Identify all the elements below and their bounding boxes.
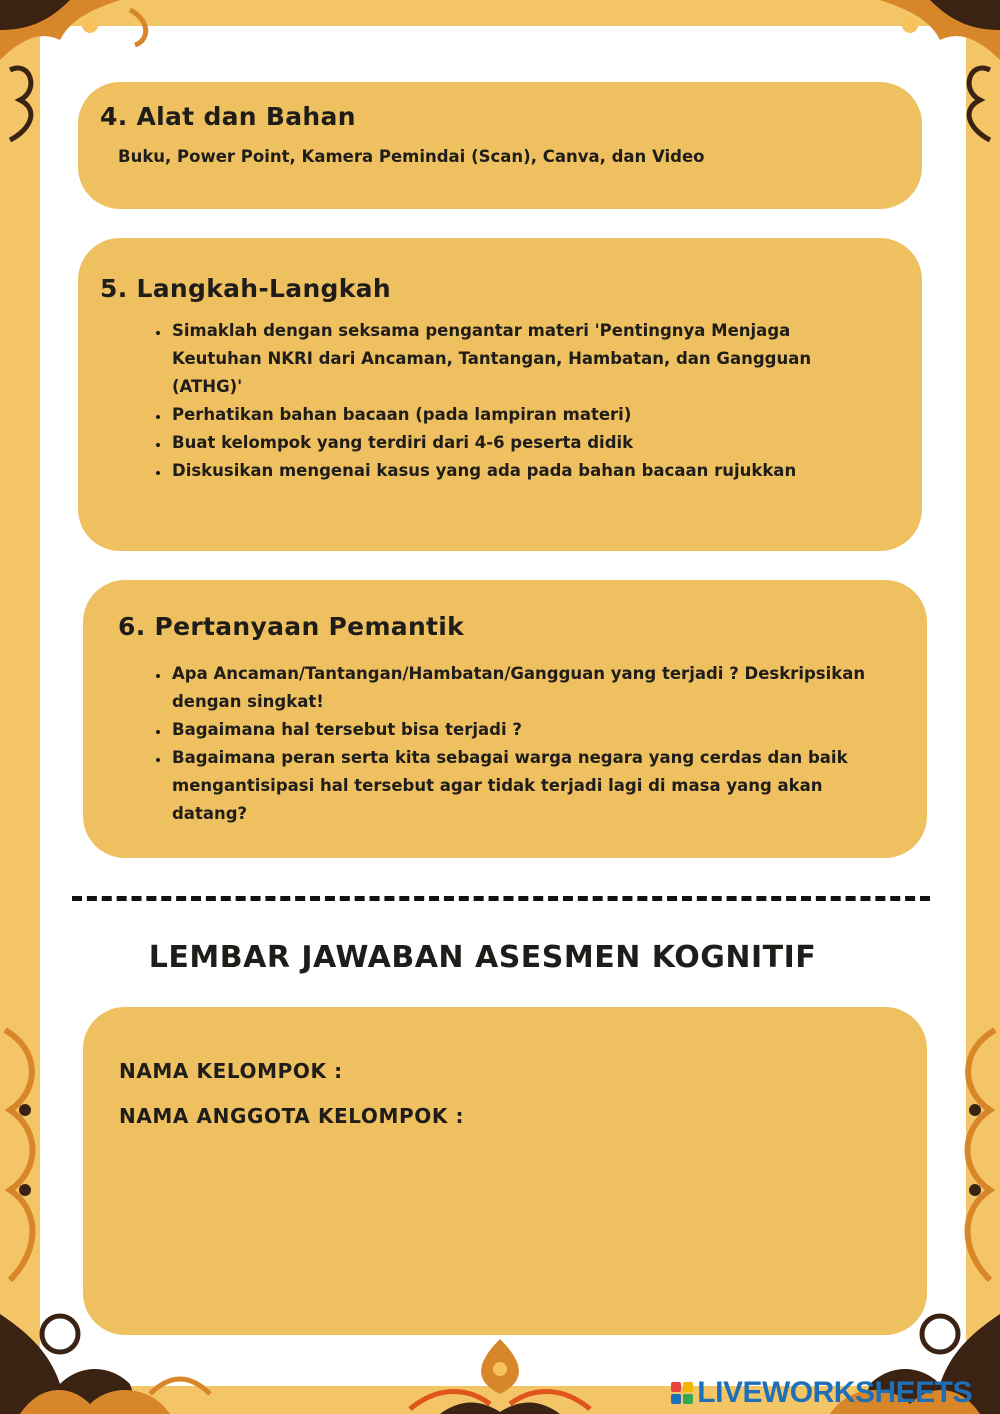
alat-dan-bahan-heading: 4. Alat dan Bahan — [100, 102, 356, 131]
alat-dan-bahan-text: Buku, Power Point, Kamera Pemindai (Scan), Canva, dan Video — [118, 147, 705, 166]
answer-card — [83, 1007, 927, 1335]
list-item: • Buat kelompok yang terdiri dari 4-6 peserta didik — [170, 429, 870, 457]
list-item: • Perhatikan bahan bacaan (pada lampiran materi) — [170, 401, 870, 429]
alat-dan-bahan-card — [78, 82, 922, 209]
pertanyaan-pemantik-card — [83, 580, 927, 858]
pemantik-list — [148, 660, 870, 828]
group-members-label: NAMA ANGGOTA KELOMPOK : — [119, 1104, 465, 1128]
answer-sheet-title: LEMBAR JAWABAN ASESMEN KOGNITIF — [148, 940, 817, 975]
dashed-divider — [72, 896, 930, 901]
bottom-center-ornament — [400, 1334, 600, 1414]
watermark-text: LIVEWORKSHEETS — [697, 1376, 972, 1409]
langkah-langkah-card — [78, 238, 922, 551]
group-name-label: NAMA KELOMPOK : — [119, 1059, 343, 1083]
list-item: • Bagaimana peran serta kita sebagai warga negara yang cerdas dan baik mengantisipasi hal tersebut agar tidak terjadi lagi di masa yang akan datang? — [170, 744, 870, 828]
liveworksheets-logo-icon — [671, 1382, 693, 1404]
right-side-ornament — [940, 1020, 1000, 1300]
langkah-langkah-heading: 5. Langkah-Langkah — [100, 274, 391, 303]
list-item: • Diskusikan mengenai kasus yang ada pada bahan bacaan rujukkan — [170, 457, 870, 485]
left-side-ornament — [0, 1020, 60, 1300]
langkah-list — [148, 317, 870, 485]
pertanyaan-pemantik-heading: 6. Pertanyaan Pemantik — [118, 612, 465, 641]
list-item: • Apa Ancaman/Tantangan/Hambatan/Gangguan yang terjadi ? Deskripsikan dengan singkat! — [170, 660, 870, 716]
liveworksheets-watermark — [671, 1378, 972, 1408]
list-item: • Bagaimana hal tersebut bisa terjadi ? — [170, 716, 870, 744]
list-item: • Simaklah dengan seksama pengantar materi 'Pentingnya Menjaga Keutuhan NKRI dari Ancaman, Tantangan, Hambatan, dan Gangguan (ATHG)' — [170, 317, 870, 401]
